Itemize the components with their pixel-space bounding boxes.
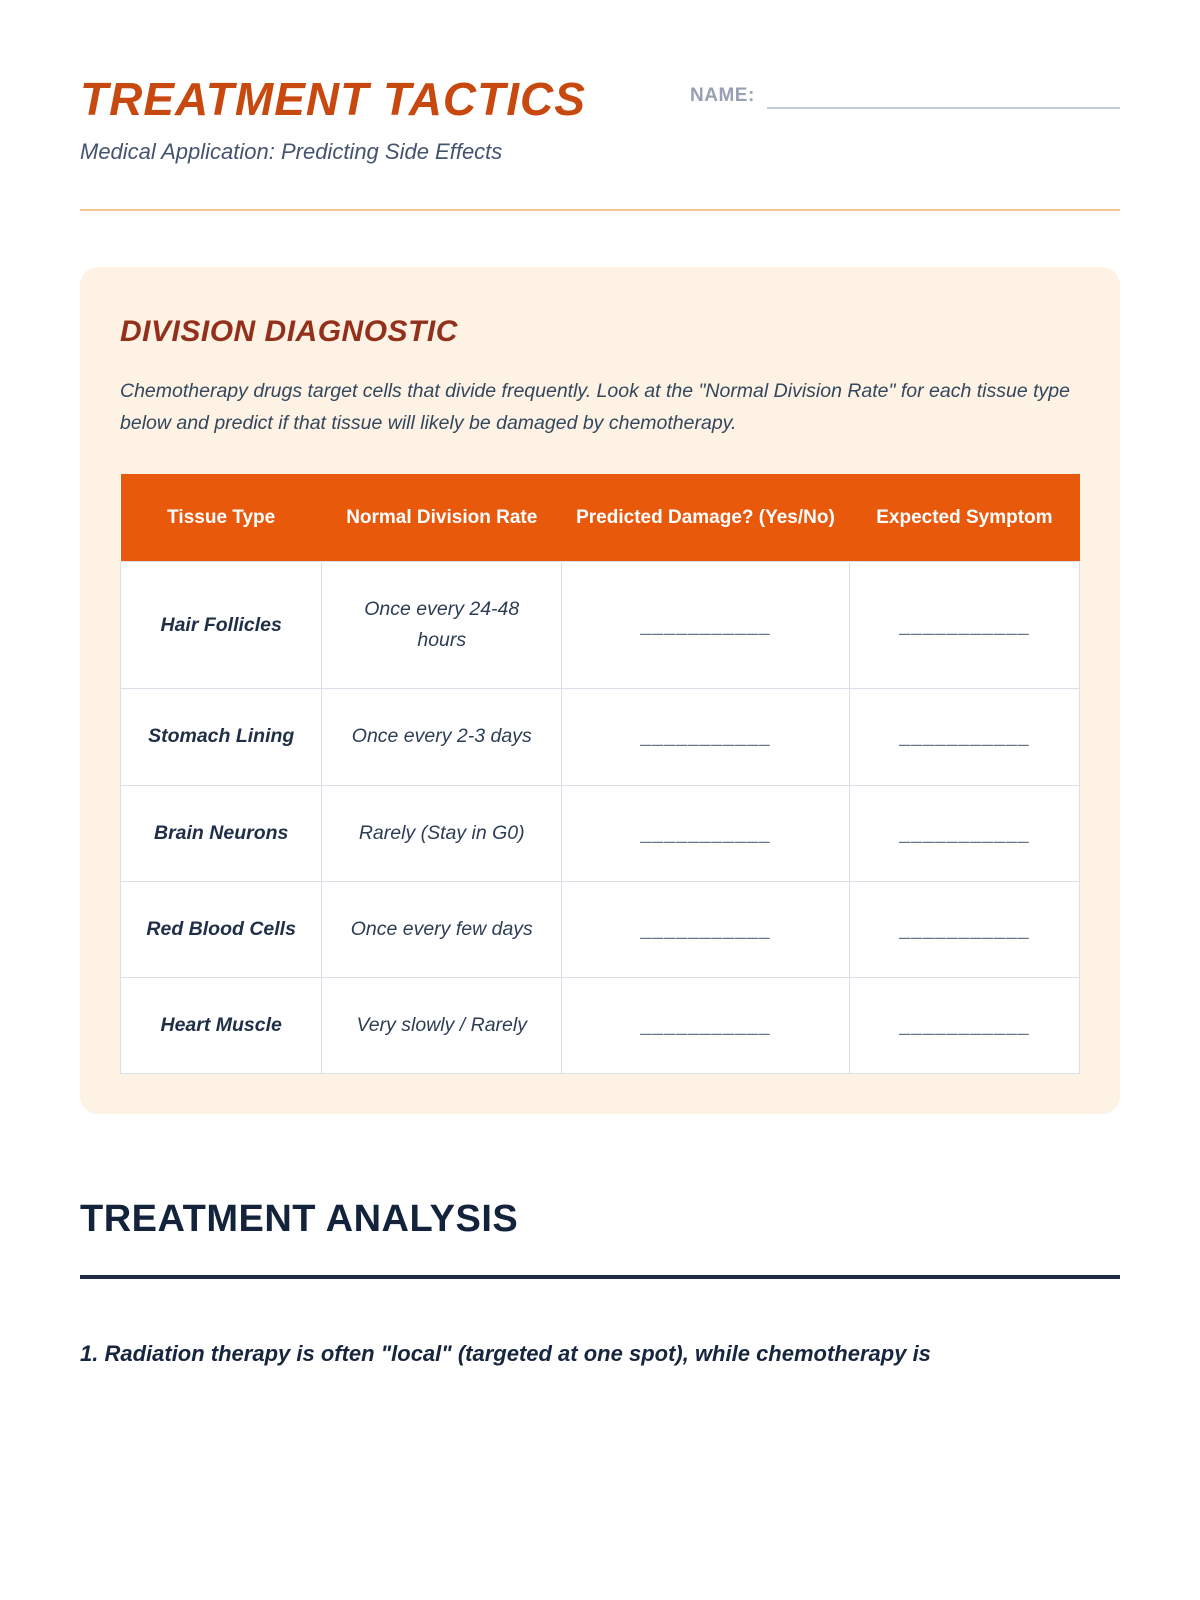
name-label: NAME: (690, 85, 755, 106)
damage-blank: ___________ (562, 562, 850, 689)
header-cell-expected-symptom: Expected Symptom (849, 474, 1079, 562)
tissue-cell: Heart Muscle (121, 978, 322, 1074)
symptom-blank: ___________ (849, 689, 1079, 785)
division-diagnostic-panel (80, 267, 1120, 1114)
symptom-blank: ___________ (849, 562, 1079, 689)
table-row (121, 978, 1080, 1074)
diagnostic-table (120, 474, 1080, 1075)
section-title: DIVISION DIAGNOSTIC (120, 315, 458, 349)
symptom-blank: ___________ (849, 881, 1079, 977)
header-cell-predicted-damage: Predicted Damage? (Yes/No) (562, 474, 850, 562)
header-cell-tissue-type: Tissue Type (121, 474, 322, 562)
damage-blank: ___________ (562, 978, 850, 1074)
rate-cell: Once every 24-48 hours (322, 562, 562, 689)
question-1: 1. Radiation therapy is often "local" (targeted at one spot), while chemotherapy is (80, 1341, 931, 1367)
tissue-cell: Hair Follicles (121, 562, 322, 689)
table-row (121, 562, 1080, 689)
table-row (121, 689, 1080, 785)
table-row (121, 881, 1080, 977)
table-row (121, 785, 1080, 881)
page-title: TREATMENT TACTICS (80, 73, 586, 125)
tissue-cell: Stomach Lining (121, 689, 322, 785)
instructions-text: Chemotherapy drugs target cells that divide frequently. Look at the "Normal Division Rate" for each tissue type below and predict if that tissue will likely be damaged by chemotherapy. (120, 380, 1070, 435)
damage-blank: ___________ (562, 785, 850, 881)
title-block (80, 75, 586, 165)
analysis-title: TREATMENT ANALYSIS (80, 1198, 519, 1241)
analysis-divider (80, 1275, 1120, 1279)
name-field-group (690, 85, 1120, 109)
tissue-cell: Brain Neurons (121, 785, 322, 881)
header-cell-division-rate: Normal Division Rate (322, 474, 562, 562)
symptom-blank: ___________ (849, 785, 1079, 881)
symptom-blank: ___________ (849, 978, 1079, 1074)
name-fill-line (767, 85, 1120, 109)
table-header-row (121, 474, 1080, 562)
header-divider (80, 209, 1120, 211)
rate-cell: Once every few days (322, 881, 562, 977)
header (80, 75, 1120, 165)
tissue-cell: Red Blood Cells (121, 881, 322, 977)
rate-cell: Rarely (Stay in G0) (322, 785, 562, 881)
damage-blank: ___________ (562, 689, 850, 785)
damage-blank: ___________ (562, 881, 850, 977)
page-subtitle: Medical Application: Predicting Side Effects (80, 139, 503, 165)
rate-cell: Once every 2-3 days (322, 689, 562, 785)
treatment-analysis-section (80, 1198, 1120, 1370)
rate-cell: Very slowly / Rarely (322, 978, 562, 1074)
